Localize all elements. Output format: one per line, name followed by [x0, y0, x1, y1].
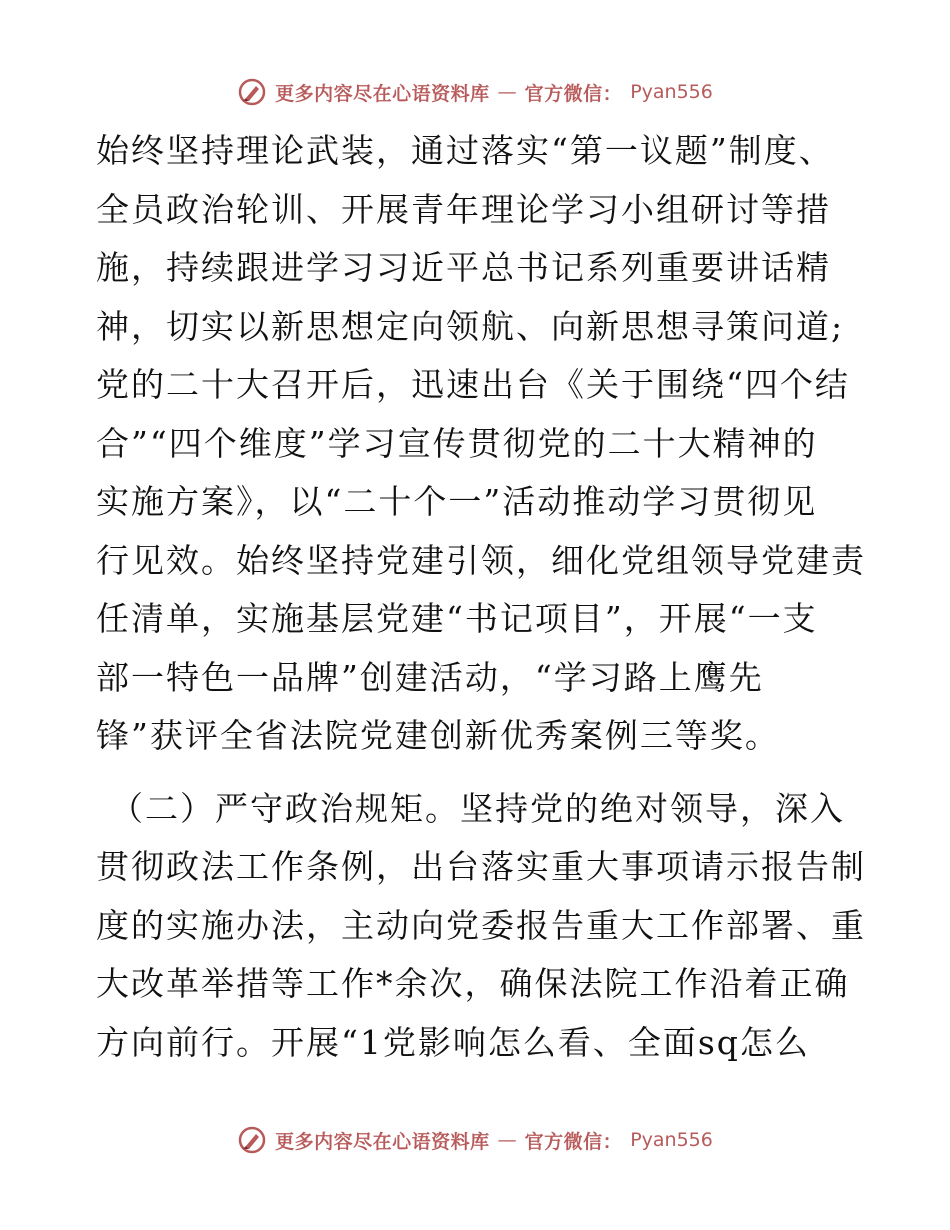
paragraph-1 — [96, 122, 866, 766]
section-heading-line: （二）严守政治规矩。坚持党的绝对领导，深入 — [110, 788, 845, 828]
watermark-brand: 更多内容尽在心语资料库 — [275, 82, 490, 105]
text-line: 部一特色一品牌”创建活动，“学习路上鹰先 — [96, 657, 764, 697]
watermark-separator: — — [497, 1129, 517, 1151]
watermark-separator: — — [497, 81, 517, 103]
paragraph-gap — [96, 766, 856, 780]
text-line: 度的实施办法，主动向党委报告重大工作部署、重 — [96, 905, 866, 945]
text-line: 贯彻政法工作条例，出台落实重大事项请示报告制 — [96, 847, 866, 886]
header-watermark — [0, 72, 950, 112]
text-line: 大改革举措等工作*余次，确保法院工作沿着正确 — [96, 964, 850, 1003]
text-line: 施，持续跟进学习习近平总书记系列重要讲话精 — [96, 248, 831, 287]
watermark-contact: Pyan556 — [630, 81, 713, 103]
watermark-contact: Pyan556 — [630, 1129, 713, 1151]
document-body — [96, 122, 866, 1072]
text-line: 神，切实以新思想定向领航、向新思想寻策问道; — [96, 306, 845, 346]
paragraph-2 — [96, 780, 866, 1073]
text-line: 合”“四个维度”学习宣传贯彻党的二十大精神的 — [96, 423, 818, 463]
watermark-brand: 更多内容尽在心语资料库 — [275, 1130, 490, 1153]
text-line: 党的二十大召开后，迅速出台《关于围绕“四个结 — [96, 365, 850, 404]
text-line: 始终坚持理论武装，通过落实“第一议题”制度、 — [96, 131, 834, 170]
pen-logo-icon — [237, 77, 267, 107]
text-line: 任清单，实施基层党建“书记项目”，开展“一支 — [96, 599, 818, 638]
text-line: 实施方案》，以“二十个一”活动推动学习贯彻见 — [96, 482, 818, 521]
footer-watermark — [0, 1120, 950, 1160]
text-line: 锋”获评全省法院党建创新优秀案例三等奖。 — [96, 716, 780, 755]
pen-logo-icon — [237, 1125, 267, 1155]
text-line: 全员政治轮训、开展青年理论学习小组研讨等措 — [96, 189, 831, 229]
text-line: 方向前行。开展“1党影响怎么看、全面sq怎么 — [96, 1022, 810, 1062]
watermark-label: 官方微信： — [524, 82, 623, 105]
text-line: 行见效。始终坚持党建引领，细化党组领导党建责 — [96, 540, 866, 580]
watermark-label: 官方微信： — [524, 1130, 623, 1153]
